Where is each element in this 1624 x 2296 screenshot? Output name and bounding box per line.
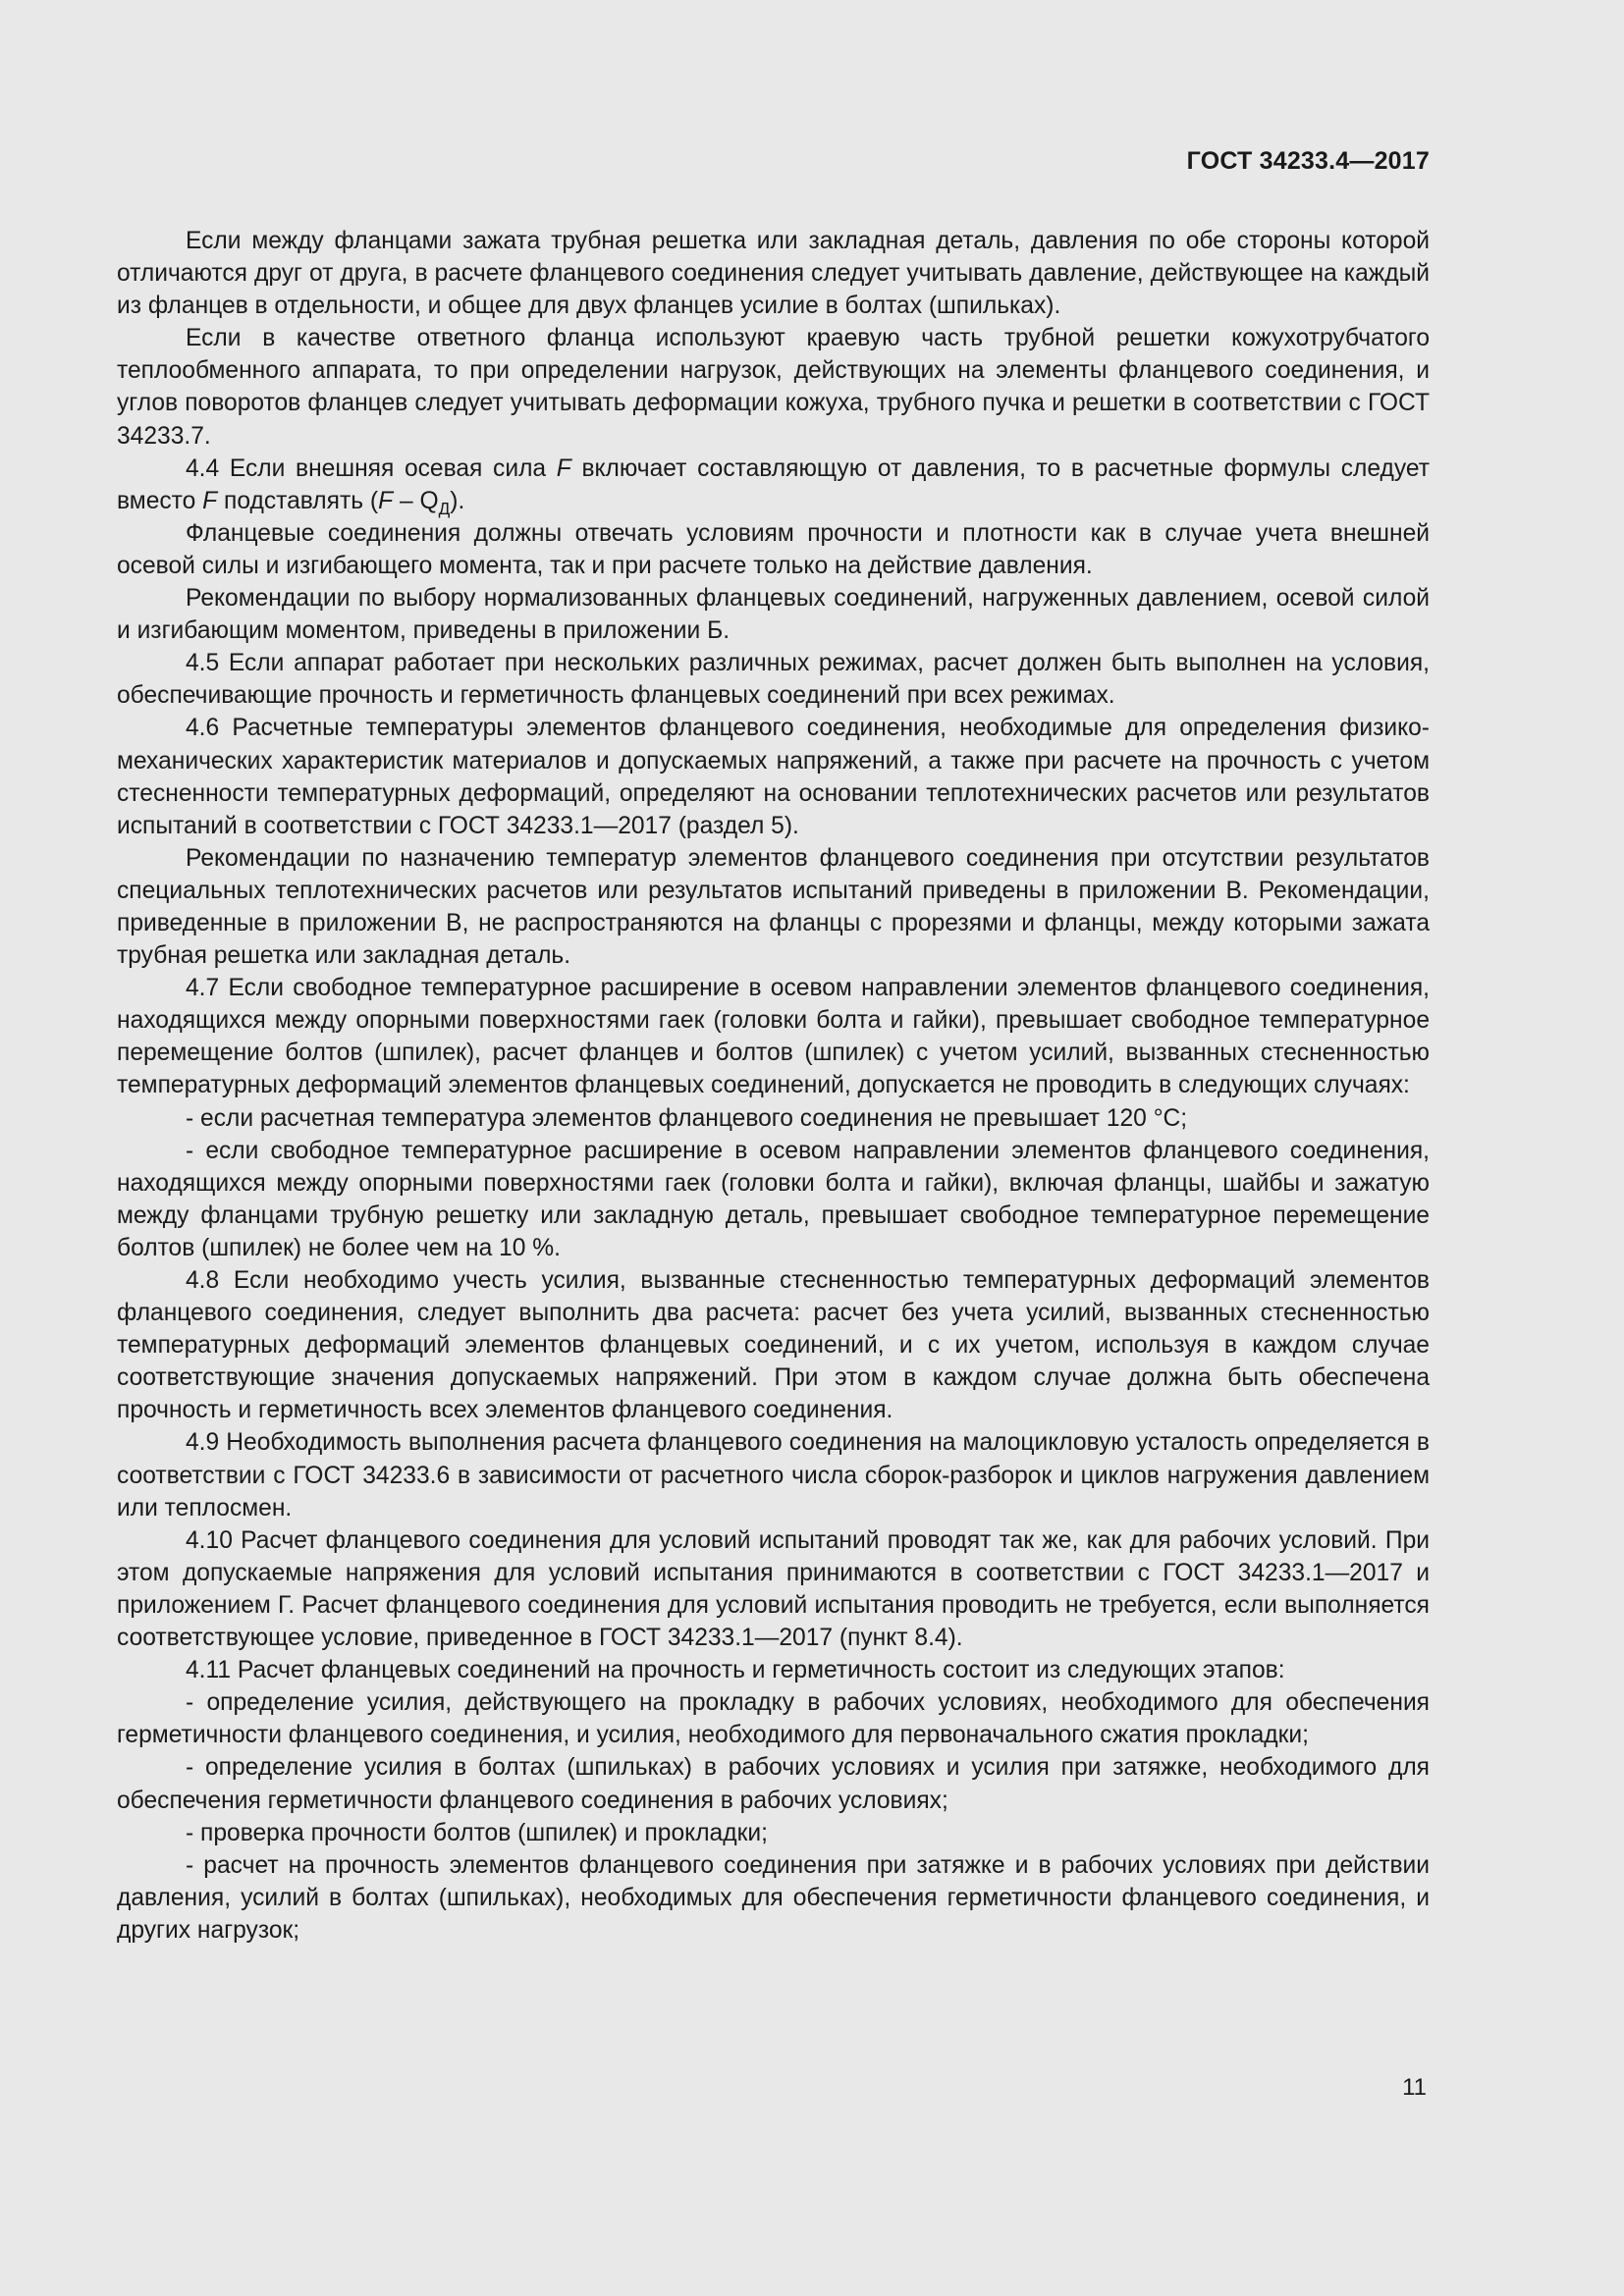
body-text xyxy=(117,225,1430,1947)
variable-f: F xyxy=(556,454,571,482)
variable-f: F xyxy=(202,487,218,514)
paragraph: 4.6 Расчетные температуры элементов фланцевого соединения, необходимые для определения физико-механических характеристик материалов и допускаемых напряжений, а также при расчете на прочность с учетом стесненности температурных деформаций, определяют на основании теплотехнических расчетов или результатов испытаний в соответствии с ГОСТ 34233.1—2017 (раздел 5). xyxy=(117,715,1430,839)
standard-header: ГОСТ 34233.4—2017 xyxy=(1186,147,1430,175)
paragraph: 4.10 Расчет фланцевого соединения для условий испытаний проводят так же, как для рабочих условий. При этом допускаемые напряжения для условий испытания принимаются в соответствии с ГОСТ 34233.1—2017 и приложением Г. Расчет фланцевого соединения для условий испытания проводить не требуется, если выполняется соответствующее условие, приведенное в ГОСТ 34233.1—2017 (пункт 8.4). xyxy=(117,1526,1430,1652)
text-run: ). xyxy=(450,487,465,514)
list-item: - определение усилия в болтах (шпильках) в рабочих условиях и усилия при затяжке, необходимого для обеспечения герметичности фланцевого соединения в рабочих условиях; xyxy=(117,1754,1430,1814)
list-item: - проверка прочности болтов (шпилек) и прокладки; xyxy=(186,1819,768,1846)
list-item: - определение усилия, действующего на прокладку в рабочих условиях, необходимого для обеспечения герметичности фланцевого соединения, и усилия, необходимого для первоначального сжатия прокладки; xyxy=(117,1689,1430,1749)
paragraph: 4.9 Необходимость выполнения расчета фланцевого соединения на малоцикловую усталость определяется в соответствии с ГОСТ 34233.6 в зависимости от расчетного числа сборок-разборок и циклов нагружения давлением или теплосмен. xyxy=(117,1429,1430,1522)
text-run: 4.4 Если внешняя осевая сила xyxy=(186,454,557,482)
page-number: 11 xyxy=(1402,2074,1427,2101)
list-item: - если свободное температурное расширение в осевом направлении элементов фланцевого соединения, находящихся между опорными поверхностями гаек (головки болта и гайки), включая фланцы, шайбы и зажатую между фланцами трубную решетку или закладную деталь, превышает свободное температурное перемещение болтов (шпилек) не более чем на 10 %. xyxy=(117,1137,1430,1261)
paragraph: Фланцевые соединения должны отвечать условиям прочности и плотности как в случае учета внешней осевой силы и изгибающего момента, так и при расчете только на действие давления. xyxy=(117,519,1430,579)
subscript-d: Д xyxy=(438,498,451,518)
paragraph-4-4 xyxy=(117,453,1430,517)
text-run: включает составляющую от давления, то в расчетные формулы следует вместо xyxy=(117,454,1431,514)
paragraph: Если в качестве ответного фланца используют краевую часть трубной решетки кожухотрубчатого теплообменного аппарата, то при определении нагрузок, действующих на элементы фланцевого соединения, и углов поворотов фланцев следует учитывать деформации кожуха, трубного пучка и решетки в соответствии с ГОСТ 34233.7. xyxy=(117,325,1430,450)
paragraph: Рекомендации по назначению температур элементов фланцевого соединения при отсутствии результатов специальных теплотехнических расчетов или результатов испытаний приведены в приложении В. Рекомендации, приведенные в приложении В, не распространяются на фланцы с прорезями и фланцы, между которыми зажата трубная решетка или закладная деталь. xyxy=(117,844,1430,970)
variable-f: F xyxy=(378,487,394,514)
list-item: - расчет на прочность элементов фланцевого соединения при затяжке и в рабочих условиях при действии давления, усилий в болтах (шпильках), необходимых для обеспечения герметичности фланцевого соединения, и других нагрузок; xyxy=(117,1851,1430,1944)
list-item: - если расчетная температура элементов фланцевого соединения не превышает 120 °С; xyxy=(186,1104,1188,1132)
paragraph: 4.11 Расчет фланцевых соединений на прочность и герметичность состоит из следующих этапов: xyxy=(186,1657,1285,1684)
text-run: подставлять ( xyxy=(217,487,379,514)
paragraph: 4.8 Если необходимо учесть усилия, вызванные стесненностью температурных деформаций элементов фланцевого соединения, следует выполнить два расчета: расчет без учета усилий, вызванных стесненностью температурных деформаций элементов фланцевых соединений, и с их учетом, используя в каждом случае соответствующие значения допускаемых напряжений. При этом в каждом случае должна быть обеспечена прочность и герметичность всех элементов фланцевого соединения. xyxy=(117,1267,1430,1424)
paragraph: Если между фланцами зажата трубная решетка или закладная деталь, давления по обе стороны которой отличаются друг от друга, в расчете фланцевого соединения следует учитывать давление, действующее на каждый из фланцев в отдельности, и общее для двух фланцев усилие в болтах (шпильках). xyxy=(117,228,1430,320)
paragraph: 4.7 Если свободное температурное расширение в осевом направлении элементов фланцевого соединения, находящихся между опорными поверхностями гаек (головки болта и гайки), превышает свободное температурное перемещение болтов (шпилек), расчет фланцев и болтов (шпилек) с учетом усилий, вызванных стесненностью температурных деформаций элементов фланцевых соединений, допускается не проводить в следующих случаях: xyxy=(117,975,1430,1099)
paragraph: 4.5 Если аппарат работает при нескольких различных режимах, расчет должен быть выполнен на условия, обеспечивающие прочность и герметичность фланцевых соединений при всех режимах. xyxy=(117,650,1430,710)
paragraph: Рекомендации по выбору нормализованных фланцевых соединений, нагруженных давлением, осевой силой и изгибающим моментом, приведены в приложении Б. xyxy=(117,585,1430,645)
text-run: – Q xyxy=(393,487,439,514)
